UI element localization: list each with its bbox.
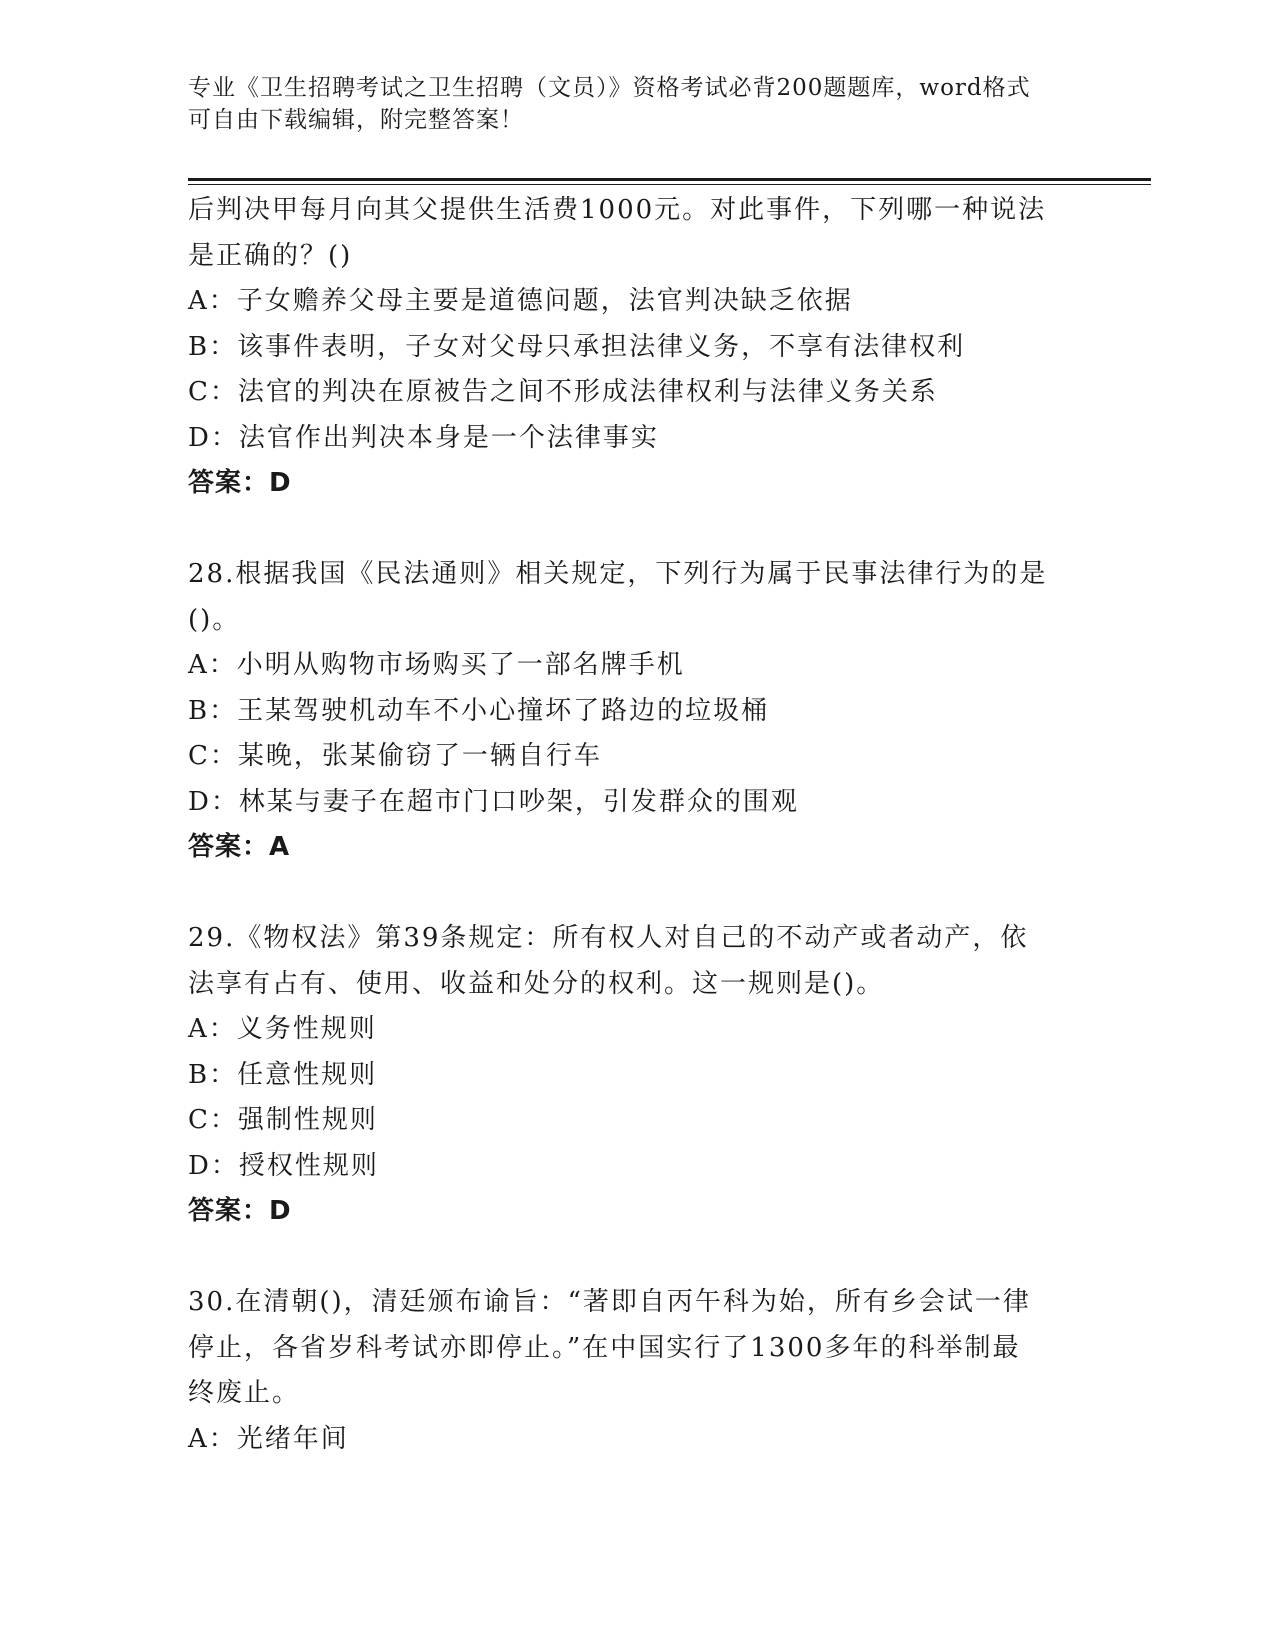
option-c: C：强制性规则 (188, 1105, 378, 1135)
question-27 (188, 188, 1088, 507)
header-title-line1: 专业《卫生招聘考试之卫生招聘（文员）》资格考试必背200题题库，word格式 (188, 75, 1031, 101)
question-stem: 29.《物权法》第39条规定：所有权人对自己的不动产或者动产，依 (188, 923, 1029, 953)
option-b: B：王某驾驶机动车不小心撞坏了路边的垃圾桶 (188, 695, 770, 726)
question-spacer (188, 871, 1088, 917)
question-30 (188, 1280, 1088, 1462)
option-a: A：义务性规则 (188, 1014, 377, 1044)
option-a: A：小明从购物市场购买了一部名牌手机 (188, 650, 685, 680)
option-d: D：授权性规则 (188, 1150, 379, 1181)
question-spacer (188, 1235, 1088, 1281)
question-28 (188, 552, 1088, 871)
option-c: C：法官的判决在原被告之间不形成法律权利与法律义务关系 (188, 377, 938, 407)
question-stem: 后判决甲每月向其父提供生活费1000元。对此事件，下列哪一种说法 (188, 195, 1047, 225)
question-29 (188, 916, 1088, 1235)
header-divider-thin (188, 184, 1151, 185)
header-divider-thick (188, 178, 1151, 181)
question-spacer (188, 507, 1088, 553)
question-stem: ()。 (188, 604, 241, 635)
question-stem: 停止，各省岁科考试亦即停止。”在中国实行了1300多年的科举制最 (188, 1332, 1021, 1363)
question-stem: 28.根据我国《民法通则》相关规定，下列行为属于民事法律行为的是 (188, 559, 1048, 589)
question-stem: 终废止。 (188, 1378, 301, 1408)
question-stem: 法享有占有、使用、收益和处分的权利。这一规则是()。 (188, 968, 885, 999)
header-title-line2: 可自由下载编辑，附完整答案！ (188, 107, 524, 133)
question-stem: 30.在清朝()，清廷颁布谕旨：“著即自丙午科为始，所有乡会试一律 (188, 1287, 1031, 1317)
answer-label: 答案：D (188, 468, 292, 498)
answer-label: 答案：A (188, 832, 291, 862)
option-d: D：林某与妻子在超市门口吵架，引发群众的围观 (188, 786, 799, 817)
document-header (188, 72, 1088, 136)
option-d: D：法官作出判决本身是一个法律事实 (188, 422, 659, 453)
option-a: A：光绪年间 (188, 1423, 349, 1454)
question-list (188, 188, 1088, 1462)
option-a: A：子女赡养父母主要是道德问题，法官判决缺乏依据 (188, 286, 853, 316)
question-stem: 是正确的？() (188, 240, 353, 271)
option-c: C：某晚，张某偷窃了一辆自行车 (188, 741, 602, 771)
option-b: B：该事件表明，子女对父母只承担法律义务，不享有法律权利 (188, 331, 966, 362)
option-b: B：任意性规则 (188, 1059, 378, 1090)
answer-label: 答案：D (188, 1196, 292, 1226)
